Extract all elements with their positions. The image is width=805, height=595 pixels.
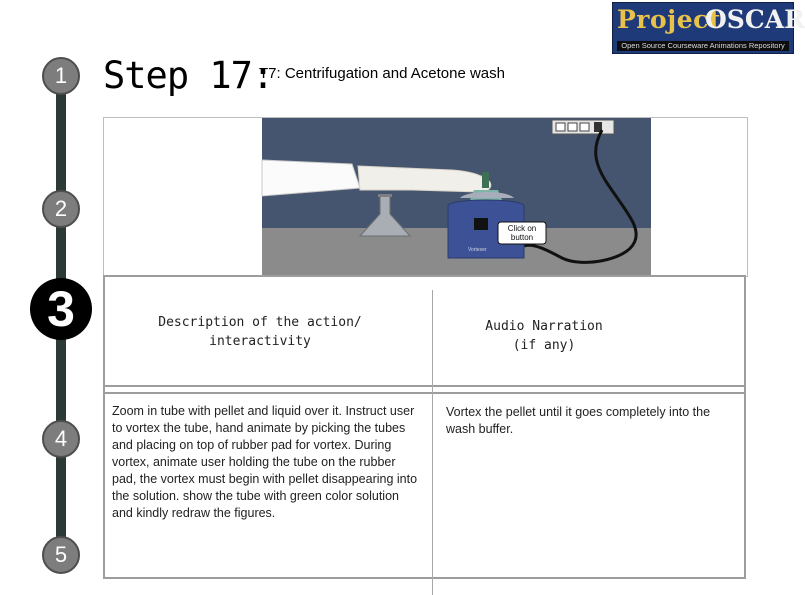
logo-tagline: Open Source Courseware Animations Repository [617, 41, 789, 51]
callout-label-line1: Click on [507, 224, 537, 233]
power-socket-icon [552, 120, 614, 134]
logo-word-project: Project [617, 5, 721, 34]
vortex-scene-illustration [262, 118, 651, 280]
callout-label-line2: button [510, 233, 534, 242]
description-column-header: Description of the action/ interactivity [158, 315, 362, 349]
step-indicator-5[interactable]: 5 [42, 536, 80, 574]
tube-cap [482, 172, 489, 188]
table-column-divider [432, 290, 433, 595]
vortex-display [474, 218, 488, 230]
vortex-brand-label: Vortexer [468, 247, 487, 253]
step-indicator-2[interactable]: 2 [42, 190, 80, 228]
audio-narration-cell: Vortex the pellet until it goes completely into the wash buffer. [446, 405, 711, 436]
description-cell: Zoom in tube with pellet and liquid over it. Instruct user to vortex the tube, hand animate by picking the tubes and placing on top of rubber pad for vortex. During vortex, animate user holding the tube on the rubber pad, the vortex must begin with pellet disappearing into the solution. show the tube with green color solution and kindly redraw the figures. [112, 404, 418, 520]
step-indicator-1[interactable]: 1 [42, 57, 80, 95]
table-header-divider [103, 385, 746, 387]
click-on-button-callout[interactable] [498, 222, 546, 244]
step-indicator-4[interactable]: 4 [42, 420, 80, 458]
project-oscar-logo [612, 2, 805, 54]
logo-word-oscar: OSCAR [705, 5, 805, 34]
step-subtitle: T7: Centrifugation and Acetone wash [259, 65, 505, 82]
table-header-divider-2 [103, 392, 746, 394]
step-indicator-3-current[interactable]: 3 [30, 278, 92, 340]
audio-column-header: Audio Narration (if any) [485, 319, 603, 353]
step-title: Step 17: [103, 54, 274, 97]
